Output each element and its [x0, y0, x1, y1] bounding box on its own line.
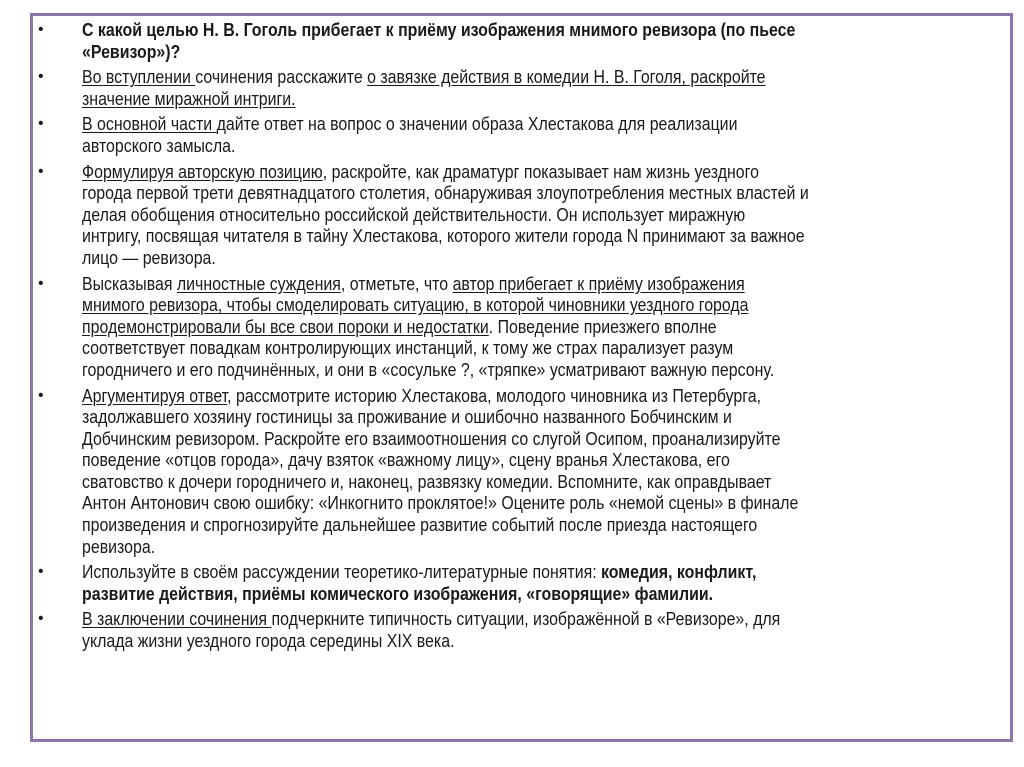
list-item [38, 385, 1013, 558]
text-segment: соответствует повадкам контролирующих инстанций, к тому же страх парализует разум [82, 337, 734, 359]
item-text [82, 561, 1011, 604]
bullet-icon: • [38, 386, 44, 404]
bullet-icon: • [38, 21, 44, 38]
item-text [82, 113, 1011, 156]
underlined-text: Во вступлении [82, 66, 196, 88]
underlined-text: В заключении сочинения [82, 608, 272, 630]
text-line [82, 88, 1011, 110]
text-segment: города первой трети девятнадцатого столетия, обнаруживая злоупотребления местных властей и [82, 182, 809, 204]
text-segment: Добчинским ревизором. Раскройте его взаимоотношения со слугой Осипом, проанализируйте [82, 427, 781, 449]
bullet-icon: • [38, 563, 44, 581]
text-line [82, 630, 1011, 652]
text-line [82, 161, 1011, 183]
text-segment: ревизора. [82, 535, 156, 557]
list-item [38, 608, 1013, 651]
text-segment: авторского замысла. [82, 134, 236, 156]
bullet-list [38, 19, 1013, 656]
text-segment: уклада жизни уездного города середины XIX века. [82, 630, 455, 652]
text-line [82, 608, 1011, 630]
bullet-icon: • [38, 610, 44, 628]
underlined-text: В основной части [82, 113, 217, 135]
text-segment: Высказывая [82, 272, 177, 294]
bold-text: развитие действия, приёмы комического изображения, «говорящие» фамилии. [82, 582, 714, 604]
text-segment: Антон Антонович свою ошибку: «Инкогнито проклятое!» Оцените роль «немой сцены» в финале [82, 492, 799, 514]
text-line [82, 182, 1011, 204]
text-segment: подчеркните типичность ситуации, изображённой в «Ревизоре», для [271, 608, 781, 630]
bold-text: «Ревизор»)? [82, 40, 181, 62]
text-line [82, 536, 1011, 558]
text-segment: Используйте в своём рассуждении теоретико-литературные понятия: [82, 561, 602, 583]
text-line [82, 225, 1011, 247]
underlined-text: о завязке действия в комедии Н. В. Гоголя, раскройте [367, 66, 766, 88]
text-segment: поведение «отцов города», дачу взяток «важному лицу», сцену вранья Хлестакова, его [82, 449, 730, 471]
text-line [82, 428, 1011, 450]
text-line [82, 406, 1011, 428]
text-segment: . Поведение приезжего вполне [488, 315, 717, 337]
text-segment: дайте ответ на вопрос о значении образа Хлестакова для реализации [216, 113, 738, 135]
text-line [82, 514, 1011, 536]
item-text [82, 273, 1011, 381]
list-item [38, 273, 1013, 381]
list-item [38, 113, 1013, 156]
bullet-icon: • [38, 68, 44, 86]
text-segment: сочинения расскажите [195, 66, 368, 88]
bullet-icon: • [38, 274, 44, 292]
underlined-text: продемонстрировали бы все свои пороки и недостатки [82, 315, 489, 337]
underlined-text: значение миражной интриги. [82, 87, 296, 109]
text-segment: лицо — ревизора. [82, 246, 216, 268]
underlined-text: автор прибегает к приёму изображения [452, 272, 745, 294]
item-text [82, 608, 1011, 651]
underlined-text: Формулируя авторскую позицию [82, 160, 323, 182]
underlined-text: мнимого ревизора, чтобы смоделировать ситуацию, в которой чиновники уездного города [82, 294, 749, 316]
text-segment: сватовство к дочери городничего и, наконец, развязку комедии. Вспомните, как оправдывает [82, 470, 772, 492]
text-line [82, 316, 1011, 338]
text-segment: , рассмотрите историю Хлестакова, молодого чиновника из Петербурга, [227, 384, 761, 406]
text-line [82, 41, 1011, 63]
text-line [82, 561, 1011, 583]
text-line [82, 247, 1011, 269]
text-line [82, 204, 1011, 226]
text-line [82, 294, 1011, 316]
item-text [82, 19, 1011, 62]
list-item [38, 161, 1013, 269]
text-line [82, 359, 1011, 381]
underlined-text: личностные суждения [176, 272, 341, 294]
bullet-icon: • [38, 115, 44, 133]
text-line [82, 66, 1011, 88]
bullet-icon: • [38, 162, 44, 180]
text-segment: произведения и спрогнозируйте дальнейшее развитие событий после приезда настоящего [82, 514, 758, 536]
item-text [82, 385, 1011, 558]
text-segment: городничего и его подчинённых, и они в «сосульке ?, «тряпке» усматривают важную персону. [82, 358, 775, 380]
text-line [82, 449, 1011, 471]
bold-text: С какой целью Н. В. Гоголь прибегает к приёму изображения мнимого ревизора (по пьесе [82, 19, 796, 40]
bold-text: комедия, конфликт, [601, 561, 757, 583]
list-item [38, 66, 1013, 109]
text-segment: задолжавшего хозяину гостиницы за проживание и ошибочно названного Бобчинским и [82, 406, 732, 428]
item-text [82, 66, 1011, 109]
text-line [82, 471, 1011, 493]
text-line [82, 113, 1011, 135]
text-line [82, 135, 1011, 157]
text-segment: , раскройте, как драматург показывает нам жизнь уездного [322, 160, 759, 182]
item-text [82, 161, 1011, 269]
text-line [82, 583, 1011, 605]
list-item [38, 561, 1013, 604]
text-line [82, 273, 1011, 295]
text-line [82, 19, 1011, 41]
text-segment: делая обобщения относительно российской действительности. Он использует миражную [82, 203, 746, 225]
text-line [82, 492, 1011, 514]
text-line [82, 337, 1011, 359]
text-segment: , отметьте, что [340, 272, 453, 294]
text-line [82, 385, 1011, 407]
list-item [38, 19, 1013, 62]
underlined-text: Аргументируя ответ [82, 384, 228, 406]
text-segment: интригу, посвящая читателя в тайну Хлестакова, которого жители города N принимают за важное [82, 225, 805, 247]
